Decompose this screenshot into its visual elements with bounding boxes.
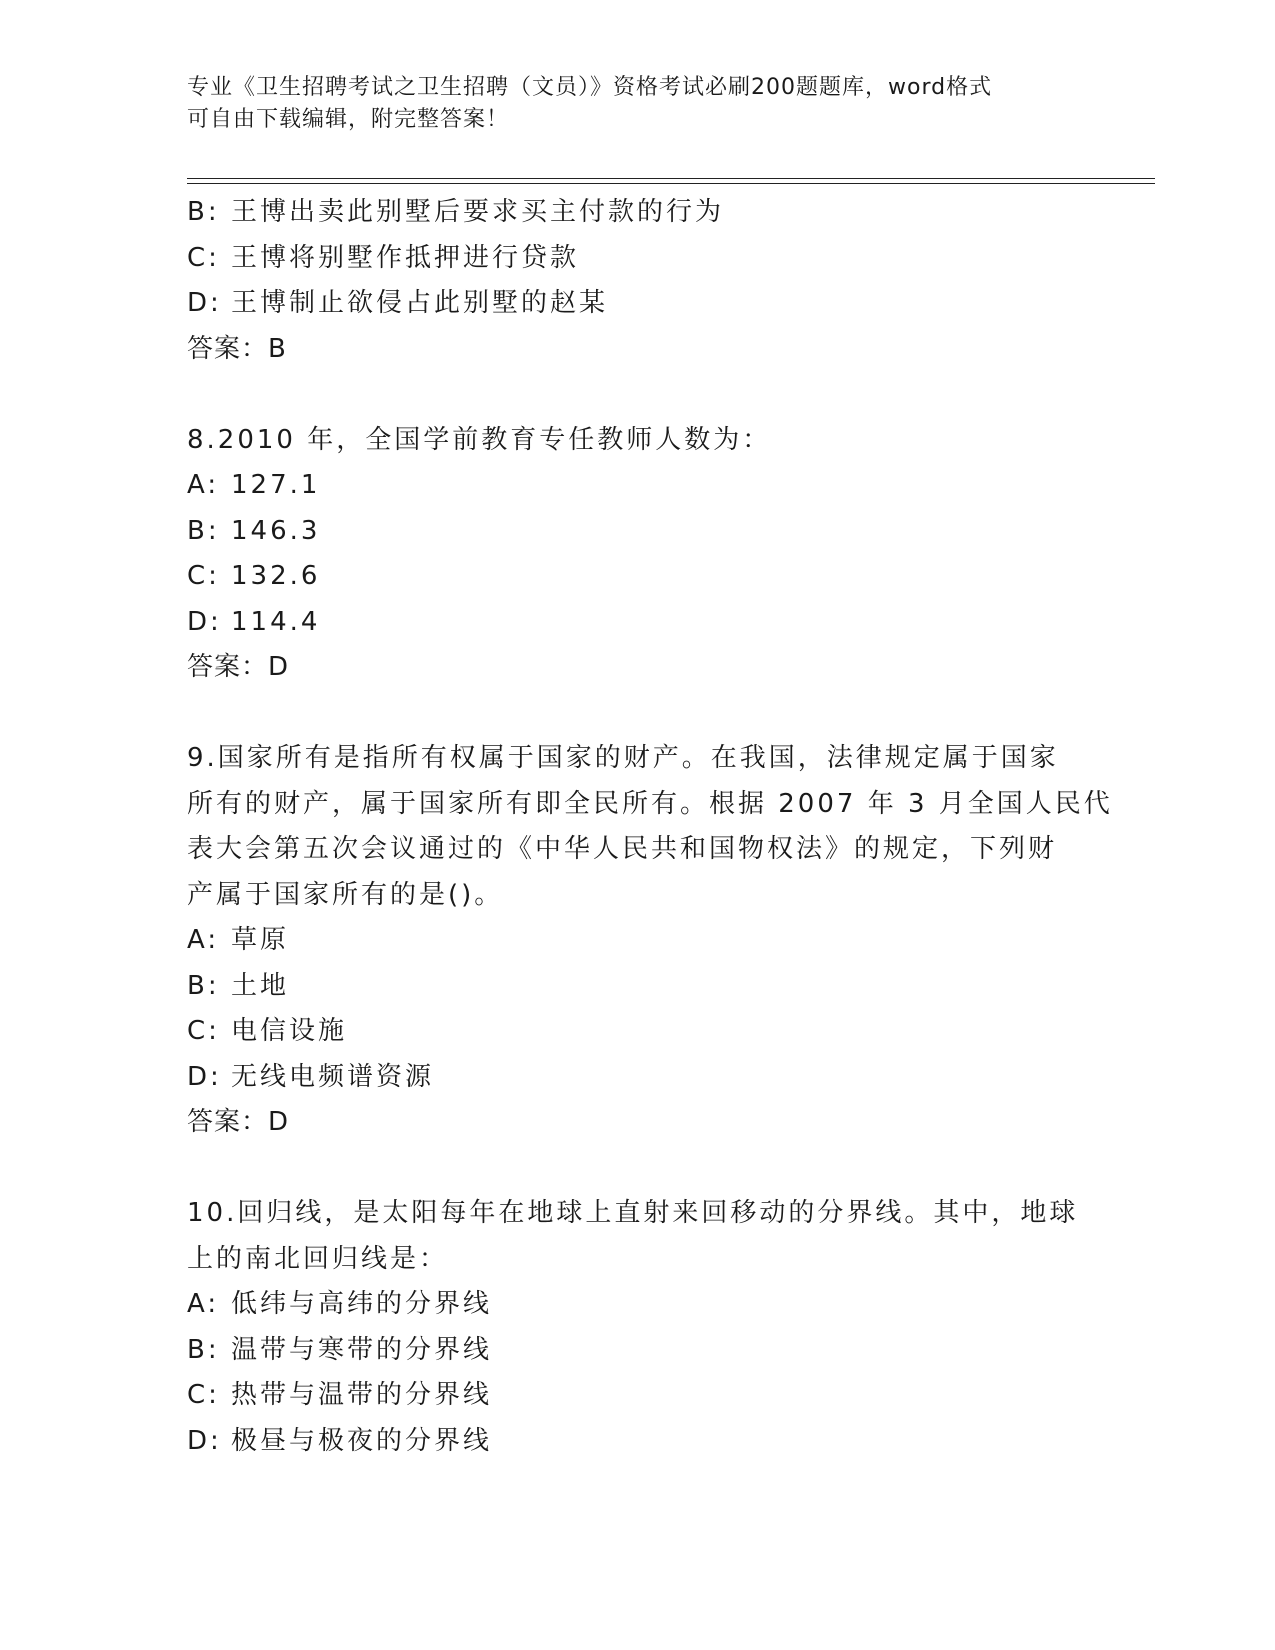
question-text: 8.2010 年，全国学前教育专任教师人数为：: [187, 424, 772, 455]
option-c: C: 132.6: [187, 561, 321, 591]
question-7-continued: [187, 190, 1067, 372]
option-b: B: 温带与寒带的分界线: [187, 1334, 493, 1365]
option-a: A: 低纬与高纬的分界线: [187, 1289, 493, 1319]
question-10: [187, 1191, 1079, 1464]
option-c: C: 电信设施: [187, 1016, 348, 1046]
option-d: D: 王博制止欲侵占此别墅的赵某: [187, 288, 609, 318]
option-b: B: 土地: [187, 970, 290, 1001]
header-line-2: 可自由下载编辑，附完整答案！: [187, 107, 510, 132]
option-c: C: 热带与温带的分界线: [187, 1380, 493, 1410]
option-d: D: 极昼与极夜的分界线: [187, 1425, 493, 1456]
option-a: A: 草原: [187, 925, 290, 955]
question-text-line: 上的南北回归线是：: [187, 1243, 449, 1274]
header-divider-top: [187, 178, 1155, 179]
header-line-1: 专业《卫生招聘考试之卫生招聘（文员）》资格考试必刷200题题库，word格式: [187, 75, 993, 100]
question-text-line: 产属于国家所有的是()。: [187, 879, 504, 910]
question-text-line: 10.回归线，是太阳每年在地球上直射来回移动的分界线。其中，地球: [187, 1198, 1079, 1228]
document-header: [187, 72, 1087, 136]
option-b: B: 146.3: [187, 515, 321, 546]
question-text-line: 9.国家所有是指所有权属于国家的财产。在我国，法律规定属于国家: [187, 743, 1059, 773]
header-divider-bottom: [187, 183, 1155, 184]
question-8: [187, 418, 1067, 691]
answer-line: 答案：B: [187, 333, 287, 364]
answer-line: 答案：D: [187, 652, 290, 682]
option-b: B: 王博出卖此别墅后要求买主付款的行为: [187, 197, 725, 227]
option-a: A: 127.1: [187, 470, 321, 500]
option-c: C: 王博将别墅作抵押进行贷款: [187, 242, 580, 273]
question-text-line: 表大会第五次会议通过的《中华人民共和国物权法》的规定，下列财: [187, 834, 1058, 864]
document-body: [187, 190, 1113, 1464]
answer-line: 答案：D: [187, 1107, 290, 1137]
option-d: D: 114.4: [187, 606, 321, 637]
question-9: [187, 736, 1113, 1146]
option-d: D: 无线电频谱资源: [187, 1061, 435, 1092]
question-text-line: 所有的财产，属于国家所有即全民所有。根据 2007 年 3 月全国人民代: [187, 788, 1113, 819]
